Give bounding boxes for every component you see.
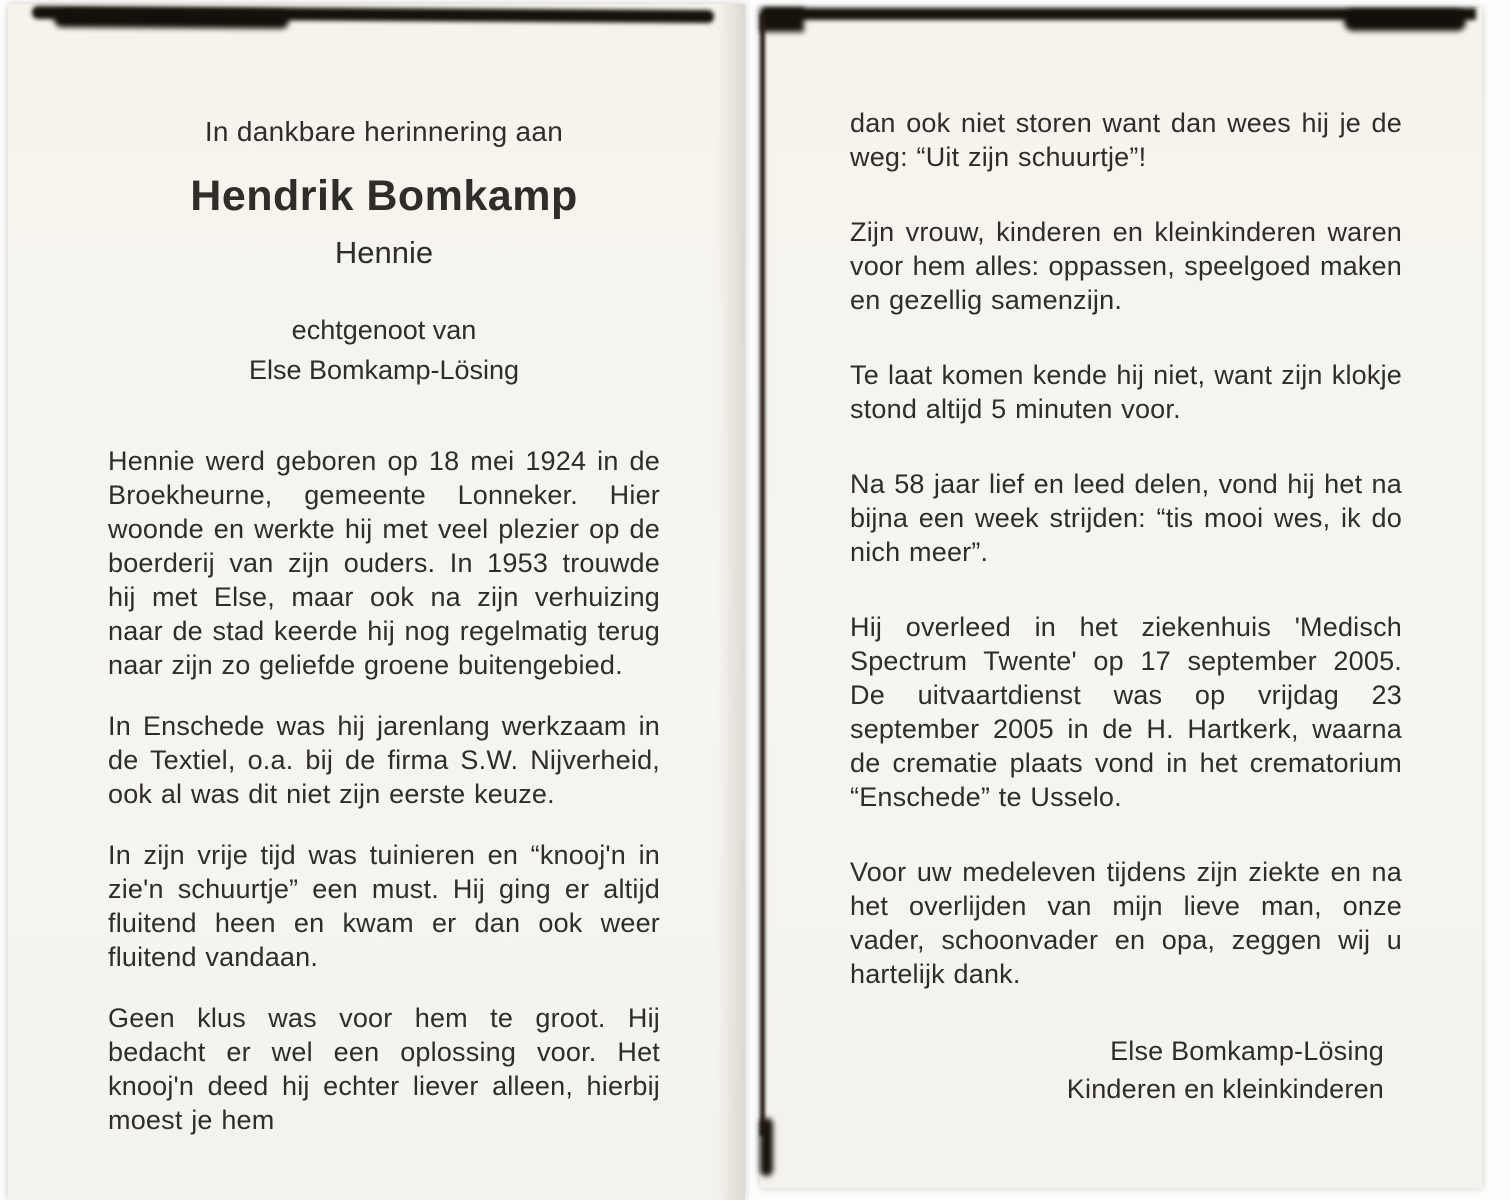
- deceased-name: Hendrik Bomkamp: [190, 172, 578, 220]
- signature-line: Kinderen en kleinkinderen: [1066, 1074, 1384, 1104]
- memorial-paragraph: In Enschede was hij jarenlang werkzaam in de Textiel, o.a. bij de firma S.W. Nijverheid, ook al was dit niet zijn eerste keuze.: [108, 711, 660, 809]
- memorial-paragraph: Geen klus was voor hem te groot. Hij bedacht er wel een oplossing voor. Het knooj'n deed hij echter liever alleen, hierbij moest je hem: [108, 1003, 660, 1135]
- spouse-label: echtgenoot van: [291, 315, 477, 345]
- signature-block: [850, 1032, 1402, 1108]
- scan-shadow-corner: [760, 8, 804, 32]
- memorial-paragraph: Te laat komen kende hij niet, want zijn klokje stond altijd 5 minuten voor.: [850, 360, 1402, 424]
- left-page-paragraphs: [108, 444, 660, 1137]
- spouse-name: Else Bomkamp-Lösing: [248, 355, 520, 385]
- left-page-content: [108, 4, 660, 1164]
- memorial-paragraph: Na 58 jaar lief en leed delen, vond hij het na bijna een week strijden: “tis mooi wes, ik do nich meer”.: [850, 469, 1402, 567]
- memorial-intro-line: In dankbare herinnering aan: [204, 116, 564, 147]
- memorial-paragraph: In zijn vrije tijd was tuinieren en “knooj'n in zie'n schuurtje” een must. Hij ging er altijd fluitend heen en kwam er dan ook weer fluitend vandaan.: [108, 840, 660, 972]
- right-page-content: [850, 106, 1402, 1108]
- signature-line: Else Bomkamp-Lösing: [1110, 1036, 1384, 1066]
- right-page-paragraphs: [850, 106, 1402, 991]
- scan-shadow-top-edge-thick: [1344, 10, 1466, 31]
- memorial-paragraph: Hij overleed in het ziekenhuis 'Medisch Spectrum Twente' op 17 september 2005. De uitvaartdienst was op vrijdag 23 september 2005 in de H. Hartkerk, waarna de crematie plaats vond in het crematorium “Enschede” te Usselo.: [850, 612, 1402, 812]
- memorial-card-left-page: [8, 4, 745, 1200]
- memorial-paragraph: Zijn vrouw, kinderen en kleinkinderen waren voor hem alles: oppassen, speelgoed maken en gezellig samenzijn.: [850, 217, 1402, 315]
- scan-shadow-left-edge: [760, 14, 765, 1136]
- memorial-header: [108, 116, 660, 386]
- memorial-card-right-page: [760, 8, 1482, 1188]
- page-fold-shadow: [717, 4, 745, 1200]
- scan-shadow-top-edge: [764, 8, 1476, 20]
- deceased-nickname: Hennie: [334, 235, 434, 270]
- scan-shadow-left-bottom: [760, 1118, 773, 1176]
- memorial-paragraph: dan ook niet storen want dan wees hij je de weg: “Uit zijn schuurtje”!: [850, 108, 1402, 172]
- memorial-thanks-paragraph: Voor uw medeleven tijdens zijn ziekte en na het overlijden van mijn lieve man, onze vader, schoonvader en opa, zeggen wij u hartelijk dank.: [850, 857, 1402, 989]
- memorial-paragraph: Hennie werd geboren op 18 mei 1924 in de Broekheurne, gemeente Lonneker. Hier woonde en werkte hij met veel plezier op de boerderij van zijn ouders. In 1953 trouwde hij met Else, maar ook na zijn verhuizing naar de stad keerde hij nog regelmatig terug naar zijn zo geliefde groene buitengebied.: [108, 446, 660, 680]
